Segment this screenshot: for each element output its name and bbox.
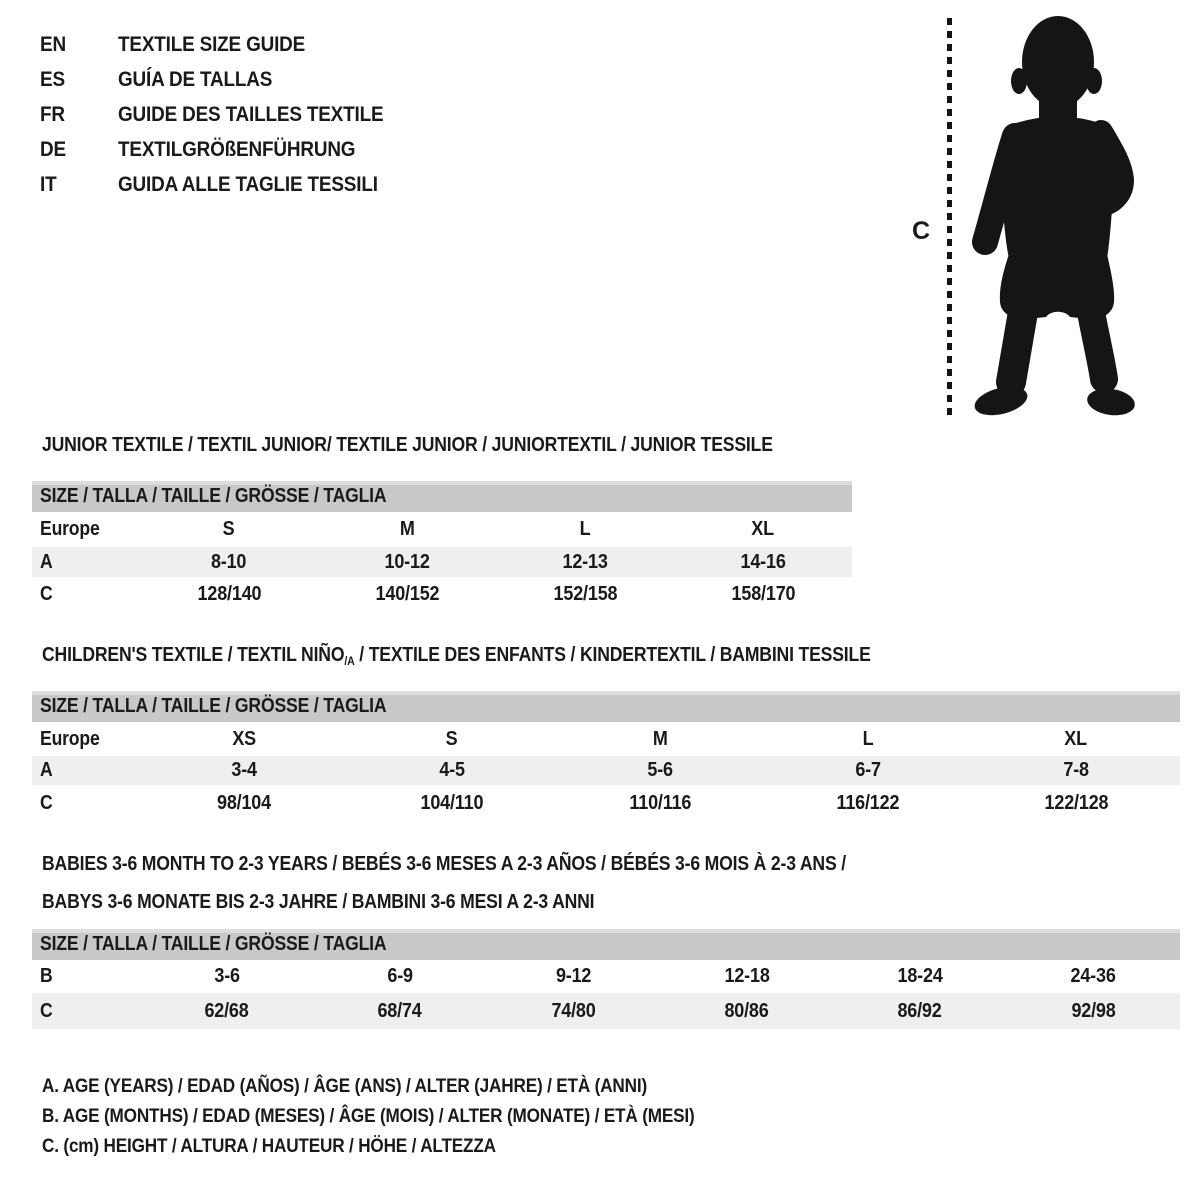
table-row-age — [32, 756, 1180, 785]
age-cell: 3-6 — [213, 965, 240, 987]
language-row-fr — [40, 97, 420, 132]
language-label: GUÍA DE TALLAS — [118, 67, 273, 91]
table-row-age — [32, 547, 852, 577]
size-table-children — [32, 691, 1180, 821]
size-cell: S — [223, 518, 235, 540]
legend-line-a: A. AGE (YEARS) / EDAD (AÑOS) / ÂGE (ANS) / ALTER (JAHRE) / ETÀ (ANNI) — [42, 1074, 647, 1097]
height-cell: 128/140 — [197, 583, 261, 605]
row-label: Europe — [40, 518, 100, 540]
legend-line-b: B. AGE (MONTHS) / EDAD (MESES) / ÂGE (MOIS) / ALTER (MONATE) / ETÀ (MESI) — [42, 1104, 695, 1127]
size-cell: M — [652, 727, 668, 750]
height-cell: 92/98 — [1071, 999, 1116, 1022]
height-cell: 122/128 — [1044, 791, 1108, 814]
language-row-es — [40, 62, 420, 97]
height-label: C — [912, 217, 930, 245]
size-header-text: SIZE / TALLA / TAILLE / GRÖSSE / TAGLIA — [40, 485, 387, 507]
height-dashed-line — [947, 18, 952, 418]
age-cell: 12-18 — [724, 965, 770, 987]
size-cell: XL — [1064, 727, 1088, 750]
language-label: TEXTILGRÖßENFÜHRUNG — [118, 137, 356, 161]
age-cell: 24-36 — [1070, 965, 1116, 987]
height-cell: 74/80 — [551, 999, 596, 1022]
age-cell: 9-12 — [555, 965, 591, 987]
language-label: GUIDA ALLE TAGLIE TESSILI — [118, 172, 378, 196]
table-row-height — [32, 785, 1180, 821]
table-row-age-months — [32, 960, 1180, 993]
age-cell: 12-13 — [562, 550, 608, 573]
height-cell: 86/92 — [897, 999, 943, 1022]
row-label: C — [40, 999, 53, 1022]
height-cell: 152/158 — [553, 583, 617, 605]
height-cell: 158/170 — [731, 583, 795, 605]
table-row-height — [32, 993, 1180, 1029]
language-label: TEXTILE SIZE GUIDE — [118, 32, 306, 56]
row-label: Europe — [40, 727, 100, 750]
toddler-silhouette-image — [955, 14, 1140, 419]
size-cell: XL — [751, 518, 775, 540]
size-header-text: SIZE / TALLA / TAILLE / GRÖSSE / TAGLIA — [40, 695, 387, 717]
section-title-children — [42, 644, 984, 667]
language-list — [40, 27, 420, 202]
language-code: FR — [40, 102, 65, 126]
size-table-babies — [32, 929, 1180, 1029]
age-cell: 3-4 — [231, 759, 257, 781]
section-title-children-text: CHILDREN'S TEXTILE / TEXTIL $NIÑO_{/A}$ / TEXTILE DES ENFANTS / KINDERTEXTIL / BAMBINI TESSILE — [42, 644, 871, 668]
row-label: C — [40, 791, 53, 814]
age-cell: 7-8 — [1063, 759, 1089, 781]
age-cell: 6-9 — [387, 965, 413, 987]
table-row-europe — [32, 722, 1180, 756]
height-cell: 116/122 — [836, 791, 900, 814]
table-row-europe — [32, 512, 852, 547]
size-header-text: SIZE / TALLA / TAILLE / GRÖSSE / TAGLIA — [40, 933, 387, 955]
legend — [42, 1071, 784, 1161]
height-cell: 80/86 — [724, 999, 769, 1022]
age-cell: 10-12 — [384, 550, 430, 573]
language-code: EN — [40, 32, 66, 56]
babies-title-line1: BABIES 3-6 MONTH TO 2-3 YEARS / BEBÉS 3-6 MESES A 2-3 AÑOS / BÉBÉS 3-6 MOIS À 2-3 ANS / — [42, 853, 846, 875]
language-code: DE — [40, 137, 66, 161]
language-row-en — [40, 27, 420, 62]
size-header-bar — [32, 481, 852, 512]
size-table-junior — [32, 481, 852, 612]
age-cell: 5-6 — [647, 759, 673, 781]
nino-a-subscript: /A — [344, 654, 355, 668]
row-label: A — [40, 759, 53, 781]
section-title-babies — [42, 845, 956, 921]
age-cell: 14-16 — [740, 550, 786, 573]
age-cell: 6-7 — [855, 759, 881, 781]
height-cell: 98/104 — [216, 791, 271, 814]
height-cell: 110/116 — [629, 791, 691, 814]
legend-line-c: C. (cm) HEIGHT / ALTURA / HAUTEUR / HÖHE / ALTEZZA — [42, 1134, 496, 1157]
age-cell: 18-24 — [897, 965, 943, 987]
age-cell: 4-5 — [439, 759, 465, 781]
size-header-bar — [32, 929, 1180, 960]
height-cell: 62/68 — [204, 999, 249, 1022]
height-cell: 68/74 — [377, 999, 423, 1022]
size-cell: L — [579, 518, 591, 540]
language-row-de — [40, 132, 420, 167]
size-cell: M — [399, 518, 415, 540]
size-cell: S — [446, 727, 458, 750]
language-label: GUIDE DES TAILLES TEXTILE — [118, 102, 384, 126]
height-cell: 104/110 — [420, 791, 484, 814]
age-cell: 8-10 — [211, 550, 247, 573]
language-row-it — [40, 167, 420, 202]
row-label: A — [40, 550, 53, 573]
language-code: IT — [40, 172, 57, 196]
height-cell: 140/152 — [375, 583, 439, 605]
row-label: C — [40, 583, 53, 605]
size-cell: L — [862, 727, 874, 750]
section-title-junior — [42, 434, 872, 457]
size-cell: XS — [232, 727, 256, 750]
row-label: B — [40, 965, 53, 987]
language-code: ES — [40, 67, 65, 91]
babies-title-line2: BABYS 3-6 MONATE BIS 2-3 JAHRE / BAMBINI 3-6 MESI A 2-3 ANNI — [42, 891, 595, 913]
size-header-bar — [32, 691, 1180, 722]
table-row-height — [32, 577, 852, 612]
section-title-junior-text: JUNIOR TEXTILE / TEXTIL JUNIOR/ TEXTILE JUNIOR / JUNIORTEXTIL / JUNIOR TESSILE — [42, 434, 773, 456]
